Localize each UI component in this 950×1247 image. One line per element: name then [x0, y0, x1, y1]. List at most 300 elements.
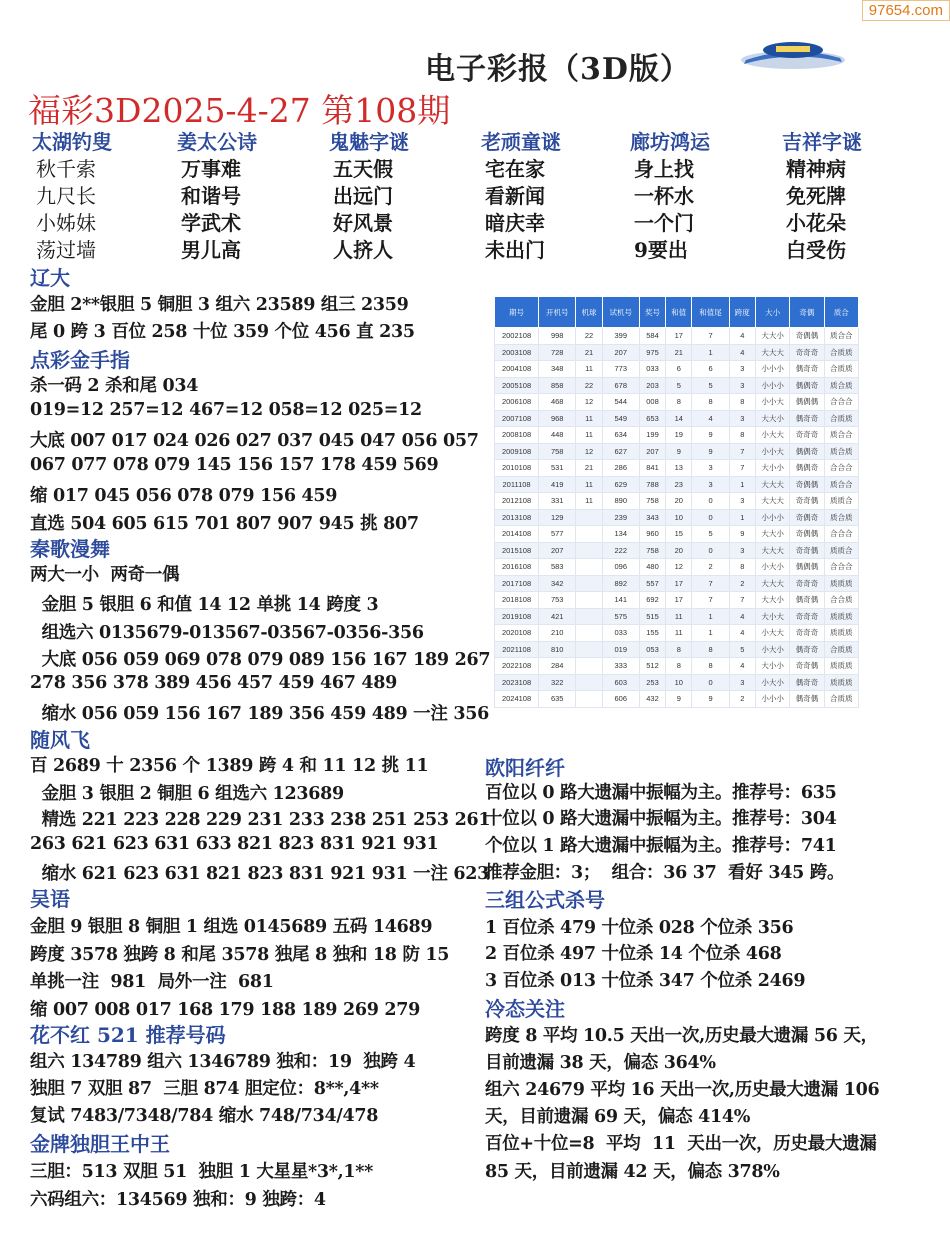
table-cell: 偶奇偶 — [790, 691, 824, 708]
section-line: 金胆 2**银胆 5 铜胆 3 组六 23589 组三 2359 — [30, 295, 409, 315]
table-header: 机球 — [576, 297, 602, 328]
table-cell: 小大大 — [755, 427, 789, 444]
riddle-clue: 小花朵 — [786, 211, 846, 235]
table-cell: 大大大 — [755, 493, 789, 510]
table-cell: 2017108 — [495, 575, 539, 592]
riddle-clue: 一个门 — [634, 211, 694, 235]
table-cell — [576, 575, 602, 592]
section-line: 金胆 5 银胆 6 和值 14 12 单挑 14 跨度 3 — [30, 595, 379, 615]
table-cell: 2009108 — [495, 443, 539, 460]
table-cell: 质合合 — [824, 328, 858, 345]
table-cell: 207 — [602, 344, 639, 361]
section-line: 263 621 623 631 633 821 823 831 921 931 — [30, 834, 439, 854]
site-watermark: 97654.com — [862, 0, 950, 21]
section-line: 1 百位杀 479 十位杀 028 个位杀 356 — [485, 918, 794, 938]
table-cell: 1 — [729, 476, 755, 493]
table-cell: 20 — [666, 493, 692, 510]
section-line: 019=12 257=12 467=12 058=12 025=12 — [30, 400, 422, 420]
table-cell: 质合质 — [824, 377, 858, 394]
table-cell: 2015108 — [495, 542, 539, 559]
table-cell: 342 — [539, 575, 576, 592]
table-row — [495, 443, 859, 460]
table-cell: 9 — [692, 427, 729, 444]
table-cell: 质质质 — [824, 575, 858, 592]
table-cell: 549 — [602, 410, 639, 427]
section-line: 三胆：513 双胆 51 独胆 1 大星星*3*,1** — [30, 1162, 373, 1182]
table-cell: 23 — [666, 476, 692, 493]
table-cell: 9 — [692, 691, 729, 708]
table-cell: 3 — [729, 377, 755, 394]
table-row — [495, 641, 859, 658]
table-cell: 大小大 — [755, 608, 789, 625]
table-cell: 239 — [602, 509, 639, 526]
table-cell: 17 — [666, 575, 692, 592]
table-cell: 合质质 — [824, 410, 858, 427]
table-cell: 奇奇偶 — [790, 542, 824, 559]
table-cell: 253 — [639, 674, 665, 691]
section-line: 金胆 9 银胆 8 铜胆 1 组选 0145689 五码 14689 — [30, 917, 433, 937]
riddle-clue: 看新闻 — [485, 184, 545, 208]
table-cell: 小大小 — [755, 641, 789, 658]
table-cell: 331 — [539, 493, 576, 510]
riddle-clue: 免死牌 — [786, 184, 846, 208]
table-cell: 小大小 — [755, 674, 789, 691]
table-cell — [576, 559, 602, 576]
table-cell: 810 — [539, 641, 576, 658]
table-cell: 2004108 — [495, 361, 539, 378]
table-cell: 2007108 — [495, 410, 539, 427]
table-cell: 9 — [729, 526, 755, 543]
section-line: 推荐金胆：3； 组合：36 37 看好 345 跨。 — [485, 863, 845, 883]
table-header: 奇偶 — [790, 297, 824, 328]
section-line: 278 356 378 389 456 457 459 467 489 — [30, 673, 398, 693]
table-cell: 0 — [692, 509, 729, 526]
table-cell: 偶奇奇 — [790, 641, 824, 658]
table-cell: 753 — [539, 592, 576, 609]
table-cell: 629 — [602, 476, 639, 493]
table-cell: 096 — [602, 559, 639, 576]
table-row — [495, 542, 859, 559]
table-cell: 大小小 — [755, 460, 789, 477]
table-cell: 343 — [639, 509, 665, 526]
riddle-column-header: 鬼魅字谜 — [329, 130, 409, 154]
table-cell: 7 — [692, 575, 729, 592]
table-row — [495, 394, 859, 411]
riddle-clue: 人挤人 — [333, 238, 393, 262]
table-cell: 4 — [729, 608, 755, 625]
table-cell: 2002108 — [495, 328, 539, 345]
table-cell: 9 — [666, 443, 692, 460]
table-cell: 质质质 — [824, 674, 858, 691]
table-cell: 3 — [729, 410, 755, 427]
table-cell: 890 — [602, 493, 639, 510]
table-cell: 134 — [602, 526, 639, 543]
riddle-clue: 宅在家 — [485, 157, 545, 181]
table-cell: 998 — [539, 328, 576, 345]
table-cell: 8 — [692, 641, 729, 658]
section-title: 点彩金手指 — [30, 348, 130, 372]
table-cell: 2010108 — [495, 460, 539, 477]
table-row — [495, 575, 859, 592]
riddle-clue: 一杯水 — [634, 184, 694, 208]
table-cell: 合合质 — [824, 592, 858, 609]
table-row — [495, 608, 859, 625]
table-cell: 大大大 — [755, 542, 789, 559]
table-row — [495, 509, 859, 526]
riddle-column-header: 老顽童谜 — [481, 130, 561, 154]
table-cell — [576, 641, 602, 658]
table-cell: 质合合 — [824, 476, 858, 493]
table-cell: 质质合 — [824, 493, 858, 510]
table-cell: 17 — [666, 328, 692, 345]
section-title: 三组公式杀号 — [485, 888, 605, 912]
table-header: 奖号 — [639, 297, 665, 328]
section-title: 秦歌漫舞 — [30, 537, 110, 561]
table-cell: 968 — [539, 410, 576, 427]
table-cell: 12 — [576, 394, 602, 411]
table-cell: 质合质 — [824, 443, 858, 460]
riddle-clue: 荡过墙 — [36, 238, 96, 262]
riddle-clue: 小姊妹 — [36, 211, 96, 235]
section-line: 单挑一注 981 局外一注 681 — [30, 972, 274, 992]
table-cell: 大大大 — [755, 344, 789, 361]
table-cell: 858 — [539, 377, 576, 394]
table-cell: 2 — [692, 559, 729, 576]
table-cell: 质合合 — [824, 427, 858, 444]
table-cell: 6 — [666, 361, 692, 378]
table-cell: 203 — [639, 377, 665, 394]
table-cell: 偶奇奇 — [790, 674, 824, 691]
riddle-column-header: 吉祥字谜 — [782, 130, 862, 154]
table-cell: 11 — [576, 410, 602, 427]
table-cell: 19 — [666, 427, 692, 444]
table-cell: 质合质 — [824, 509, 858, 526]
table-cell: 2016108 — [495, 559, 539, 576]
table-cell: 偶偶奇 — [790, 443, 824, 460]
table-cell: 7 — [729, 443, 755, 460]
table-cell: 8 — [729, 394, 755, 411]
table-cell: 4 — [729, 625, 755, 642]
riddle-clue: 万事难 — [181, 157, 241, 181]
table-cell: 333 — [602, 658, 639, 675]
table-cell: 大大小 — [755, 328, 789, 345]
table-cell: 3 — [729, 674, 755, 691]
table-cell: 2014108 — [495, 526, 539, 543]
table-cell: 892 — [602, 575, 639, 592]
section-line: 组六 134789 组六 1346789 独和：19 独跨 4 — [30, 1052, 416, 1072]
table-cell: 偶偶偶 — [790, 559, 824, 576]
riddle-clue: 五天假 — [333, 157, 393, 181]
section-line: 六码组六：134569 独和：9 独跨：4 — [30, 1190, 326, 1210]
newspaper-logo — [738, 36, 848, 76]
table-cell: 合合合 — [824, 526, 858, 543]
section-line: 直选 504 605 615 701 807 907 945 挑 807 — [30, 514, 419, 534]
table-cell: 偶偶奇 — [790, 377, 824, 394]
table-cell: 2021108 — [495, 641, 539, 658]
table-cell: 448 — [539, 427, 576, 444]
table-cell: 大大小 — [755, 526, 789, 543]
table-cell: 6 — [692, 361, 729, 378]
table-cell — [576, 542, 602, 559]
section-line: 天，目前遗漏 69 天，偏态 414% — [485, 1107, 751, 1127]
table-cell: 2011108 — [495, 476, 539, 493]
section-title: 随风飞 — [30, 728, 90, 752]
table-cell: 4 — [729, 328, 755, 345]
table-cell: 偶偶偶 — [790, 394, 824, 411]
table-cell: 841 — [639, 460, 665, 477]
section-line: 十位以 0 路大遗漏中振幅为主。推荐号：304 — [485, 809, 837, 829]
section-line: 百位以 0 路大遗漏中振幅为主。推荐号：635 — [485, 783, 837, 803]
section-title: 花不红 521 推荐号码 — [30, 1023, 226, 1047]
section-line: 两大一小 两奇一偶 — [30, 565, 180, 585]
table-cell: 1 — [729, 509, 755, 526]
riddle-clue: 秋千索 — [36, 157, 96, 181]
table-cell: 2013108 — [495, 509, 539, 526]
table-cell: 20 — [666, 542, 692, 559]
table-row — [495, 427, 859, 444]
table-cell: 033 — [639, 361, 665, 378]
table-cell: 质质质 — [824, 608, 858, 625]
riddle-clue: 9要出 — [634, 238, 688, 262]
table-cell: 627 — [602, 443, 639, 460]
table-cell: 728 — [539, 344, 576, 361]
table-cell: 399 — [602, 328, 639, 345]
table-cell: 2020108 — [495, 625, 539, 642]
section-line: 3 百位杀 013 十位杀 347 个位杀 2469 — [485, 971, 806, 991]
table-cell: 432 — [639, 691, 665, 708]
table-cell: 9 — [692, 443, 729, 460]
table-cell: 10 — [666, 509, 692, 526]
table-cell: 奇奇奇 — [790, 344, 824, 361]
table-row — [495, 526, 859, 543]
table-cell: 008 — [639, 394, 665, 411]
table-cell: 2008108 — [495, 427, 539, 444]
table-cell: 531 — [539, 460, 576, 477]
section-line: 2 百位杀 497 十位杀 14 个位杀 468 — [485, 944, 782, 964]
table-cell: 11 — [576, 427, 602, 444]
table-row — [495, 592, 859, 609]
table-cell: 583 — [539, 559, 576, 576]
table-cell: 1 — [692, 344, 729, 361]
table-header: 期号 — [495, 297, 539, 328]
table-cell: 606 — [602, 691, 639, 708]
table-cell: 2018108 — [495, 592, 539, 609]
table-cell: 129 — [539, 509, 576, 526]
table-cell: 773 — [602, 361, 639, 378]
newspaper-brand: 电子彩报（3D版） — [425, 52, 691, 87]
table-cell: 8 — [729, 427, 755, 444]
table-cell: 348 — [539, 361, 576, 378]
table-cell: 788 — [639, 476, 665, 493]
section-line: 组选六 0135679-013567-03567-0356-356 — [30, 623, 424, 643]
table-cell: 635 — [539, 691, 576, 708]
riddle-clue: 出远门 — [333, 184, 393, 208]
table-cell: 15 — [666, 526, 692, 543]
table-cell: 322 — [539, 674, 576, 691]
riddle-clue: 身上找 — [634, 157, 694, 181]
issue-title: 福彩3D2025-4-27 第108期 — [28, 91, 451, 130]
section-line: 金胆 3 银胆 2 铜胆 6 组选六 123689 — [30, 784, 344, 804]
table-cell: 2012108 — [495, 493, 539, 510]
table-header: 和值尾 — [692, 297, 729, 328]
table-cell: 1 — [692, 608, 729, 625]
section-line: 缩水 621 623 631 821 823 831 921 931 一注 623 — [30, 864, 489, 884]
section-line: 067 077 078 079 145 156 157 178 459 569 — [30, 455, 439, 475]
table-cell: 286 — [602, 460, 639, 477]
table-row — [495, 344, 859, 361]
table-cell: 奇奇奇 — [790, 625, 824, 642]
riddle-clue: 男儿高 — [181, 238, 241, 262]
section-line: 大底 056 059 069 078 079 089 156 167 189 267 — [30, 650, 491, 670]
table-cell: 0 — [692, 674, 729, 691]
section-title: 吴语 — [30, 887, 70, 911]
table-cell: 544 — [602, 394, 639, 411]
table-cell: 合质质 — [824, 641, 858, 658]
section-line: 缩水 056 059 156 167 189 356 459 489 一注 356 — [30, 704, 489, 724]
table-cell: 4 — [692, 410, 729, 427]
table-cell: 22 — [576, 377, 602, 394]
table-cell: 偶奇奇 — [790, 410, 824, 427]
table-cell: 634 — [602, 427, 639, 444]
table-cell — [576, 608, 602, 625]
table-cell: 合合合 — [824, 394, 858, 411]
table-cell: 577 — [539, 526, 576, 543]
table-cell: 4 — [729, 658, 755, 675]
table-cell: 2006108 — [495, 394, 539, 411]
table-cell: 7 — [729, 592, 755, 609]
table-cell: 141 — [602, 592, 639, 609]
table-cell: 17 — [666, 592, 692, 609]
table-cell: 11 — [666, 625, 692, 642]
table-cell: 2024108 — [495, 691, 539, 708]
table-cell: 033 — [602, 625, 639, 642]
table-row — [495, 460, 859, 477]
table-cell: 合质质 — [824, 691, 858, 708]
riddle-clue: 暗庆幸 — [485, 211, 545, 235]
table-cell: 质质质 — [824, 658, 858, 675]
section-title: 欧阳纤纤 — [485, 756, 565, 780]
table-cell — [576, 674, 602, 691]
table-cell: 0 — [692, 493, 729, 510]
table-cell: 692 — [639, 592, 665, 609]
table-cell: 3 — [729, 493, 755, 510]
riddle-column-header: 太湖钓叟 — [32, 130, 112, 154]
riddle-clue: 学武术 — [181, 211, 241, 235]
table-cell: 678 — [602, 377, 639, 394]
table-cell: 小小小 — [755, 691, 789, 708]
table-cell: 奇偶偶 — [790, 476, 824, 493]
table-cell: 偶奇偶 — [790, 592, 824, 609]
table-cell: 合合合 — [824, 559, 858, 576]
table-row — [495, 410, 859, 427]
riddle-clue: 九尺长 — [36, 184, 96, 208]
table-cell: 大小小 — [755, 658, 789, 675]
table-cell: 4 — [729, 344, 755, 361]
table-cell: 奇奇偶 — [790, 658, 824, 675]
table-cell: 3 — [729, 542, 755, 559]
table-cell: 2023108 — [495, 674, 539, 691]
section-title: 金牌独胆王中王 — [30, 1132, 170, 1156]
table-cell: 小小小 — [755, 361, 789, 378]
table-cell: 14 — [666, 410, 692, 427]
table-cell: 奇奇偶 — [790, 493, 824, 510]
table-cell: 019 — [602, 641, 639, 658]
table-cell — [576, 509, 602, 526]
section-title: 辽大 — [30, 266, 70, 290]
table-row — [495, 658, 859, 675]
section-line: 85 天，目前遗漏 42 天，偏态 378% — [485, 1162, 780, 1182]
section-line: 缩 007 008 017 168 179 188 189 269 279 — [30, 1000, 420, 1020]
table-header: 和值 — [666, 297, 692, 328]
table-cell — [576, 658, 602, 675]
section-line: 精选 221 223 228 229 231 233 238 251 253 261 — [30, 810, 491, 830]
table-cell: 207 — [639, 443, 665, 460]
table-cell: 小小大 — [755, 394, 789, 411]
table-cell: 大大小 — [755, 592, 789, 609]
section-line: 杀一码 2 杀和尾 034 — [30, 376, 199, 396]
table-row — [495, 674, 859, 691]
table-cell: 421 — [539, 608, 576, 625]
table-cell: 8 — [729, 559, 755, 576]
table-cell: 22 — [576, 328, 602, 345]
table-cell: 偶偶奇 — [790, 460, 824, 477]
table-cell: 207 — [539, 542, 576, 559]
table-cell — [576, 625, 602, 642]
table-header: 大小 — [755, 297, 789, 328]
table-cell: 奇偶奇 — [790, 509, 824, 526]
table-cell: 8 — [666, 641, 692, 658]
table-cell: 512 — [639, 658, 665, 675]
section-line: 百位+十位=8 平均 11 天出一次，历史最大遗漏 — [485, 1134, 877, 1154]
table-cell: 468 — [539, 394, 576, 411]
table-cell: 3 — [692, 476, 729, 493]
section-line: 组六 24679 平均 16 天出一次,历史最大遗漏 106 — [485, 1080, 880, 1100]
table-cell: 小小大 — [755, 443, 789, 460]
table-cell: 0 — [692, 542, 729, 559]
section-line: 缩 017 045 056 078 079 156 459 — [30, 486, 338, 506]
table-cell: 21 — [666, 344, 692, 361]
table-cell: 8 — [666, 658, 692, 675]
table-cell: 210 — [539, 625, 576, 642]
table-cell: 053 — [639, 641, 665, 658]
table-cell: 8 — [666, 394, 692, 411]
table-cell: 12 — [666, 559, 692, 576]
riddle-clue: 白受伤 — [786, 238, 846, 262]
table-cell: 155 — [639, 625, 665, 642]
table-cell: 419 — [539, 476, 576, 493]
table-cell: 603 — [602, 674, 639, 691]
table-cell: 奇奇奇 — [790, 427, 824, 444]
table-header: 试机号 — [602, 297, 639, 328]
section-line: 目前遗漏 38 天，偏态 364% — [485, 1053, 716, 1073]
table-cell — [576, 592, 602, 609]
table-cell: 5 — [692, 377, 729, 394]
table-cell: 小大大 — [755, 625, 789, 642]
table-cell: 557 — [639, 575, 665, 592]
table-header: 开机号 — [539, 297, 576, 328]
section-line: 独胆 7 双胆 87 三胆 874 胆定位：8**,4** — [30, 1079, 379, 1099]
table-cell: 质质质 — [824, 625, 858, 642]
table-cell: 质质合 — [824, 542, 858, 559]
table-row — [495, 625, 859, 642]
table-row — [495, 476, 859, 493]
table-cell: 284 — [539, 658, 576, 675]
table-cell: 3 — [692, 460, 729, 477]
table-cell: 5 — [692, 526, 729, 543]
table-cell: 2005108 — [495, 377, 539, 394]
table-cell: 奇偶偶 — [790, 328, 824, 345]
table-cell: 奇偶偶 — [790, 526, 824, 543]
